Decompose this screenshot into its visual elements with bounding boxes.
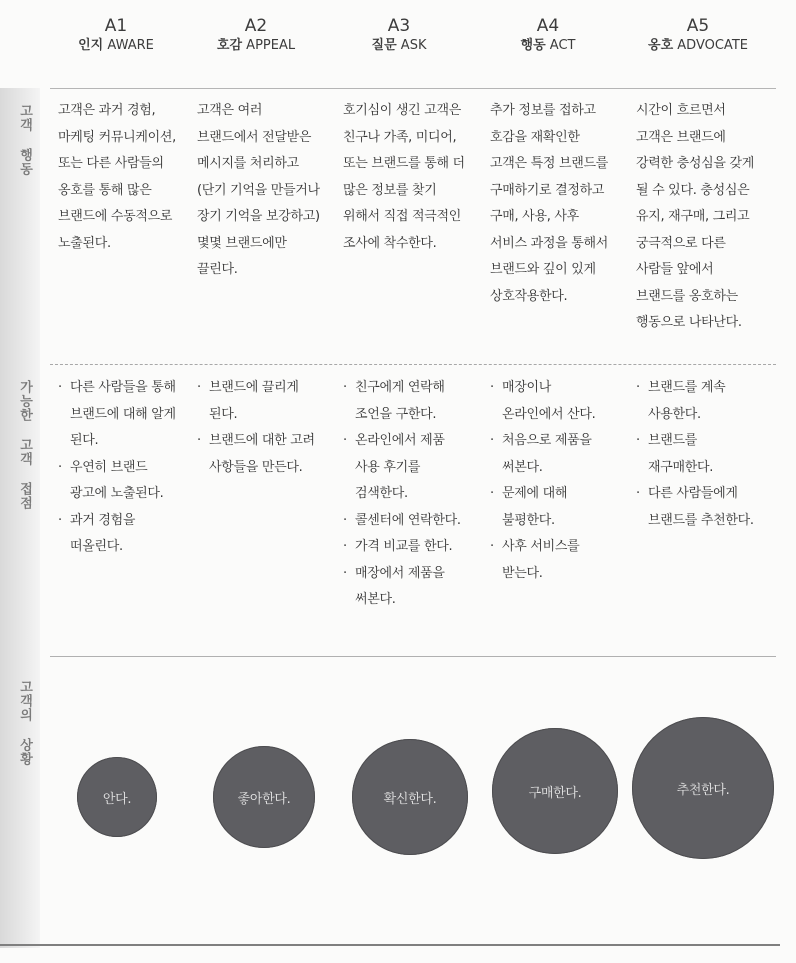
- touchpoint-item: · 매장이나 온라인에서 산다.: [490, 375, 614, 428]
- situation-circle-a2: [213, 746, 315, 848]
- touchpoint-item: · 매장에서 제품을 써본다.: [343, 561, 467, 614]
- touchpoint-item: · 과거 경험을 떠올린다.: [58, 508, 182, 561]
- column-name: 인지 AWARE: [78, 38, 154, 53]
- situation-circle-a3: [352, 739, 468, 855]
- column-header-a4: [476, 16, 620, 55]
- column-header-a5: [626, 16, 770, 55]
- column-name: 행동 ACT: [520, 38, 576, 53]
- situation-circle-a5: [632, 717, 774, 859]
- touchpoint-item: · 브랜드에 대한 고려 사항들을 만든다.: [197, 428, 321, 481]
- behavior-cell-a5: 시간이 흐르면서 고객은 브랜드에 강력한 충성심을 갖게 될 수 있다. 충성심은 유지, 재구매, 그리고 궁극적으로 다른 사람들 앞에서 브랜드를 옹호하는 행동으로 나타난다.: [636, 103, 754, 330]
- column-name: 옹호 ADVOCATE: [648, 38, 748, 53]
- situation-circle-a1: [77, 757, 157, 837]
- column-code: A5: [686, 16, 710, 36]
- touchpoint-item: · 친구에게 연락해 조언을 구한다.: [343, 375, 467, 428]
- column-header-a1: [44, 16, 188, 55]
- situation-label: 구매한다.: [528, 785, 582, 801]
- touchpoint-cell-a3: [343, 375, 467, 614]
- divider-behavior-touchpoints: [50, 364, 776, 365]
- row-label-situation: 고객의 상황: [17, 680, 32, 766]
- row-label-band: [0, 88, 40, 948]
- touchpoint-item: · 다른 사람들을 통해 브랜드에 대해 알게 된다.: [58, 375, 182, 455]
- situation-circle-a4: [492, 728, 618, 854]
- column-header-a2: [184, 16, 328, 55]
- behavior-cell-a2: 고객은 여러 브랜드에서 전달받은 메시지를 처리하고(단기 기억을 만들거나 장기 기억을 보강하고) 몇몇 브랜드에만 끌린다.: [197, 103, 320, 277]
- row-label-behavior: 고객 행동: [17, 104, 32, 176]
- behavior-cell-a4: 추가 정보를 접하고 호감을 재확인한 고객은 특정 브랜드를 구매하기로 결정하고 구매, 사용, 사후 서비스 과정을 통해서 브랜드와 깊이 있게 상호작용한다.: [490, 103, 608, 304]
- row-label-touchpoints: 가능한 고객 접점: [17, 380, 32, 510]
- touchpoint-cell-a2: [197, 375, 321, 481]
- touchpoint-item: · 다른 사람들에게 브랜드를 추천한다.: [636, 481, 760, 534]
- column-code: A3: [387, 16, 411, 36]
- column-name: 질문 ASK: [371, 38, 427, 53]
- touchpoint-item: · 처음으로 제품을 써본다.: [490, 428, 614, 481]
- touchpoint-cell-a5: [636, 375, 760, 534]
- divider-top: [50, 88, 776, 89]
- behavior-cell-a1: 고객은 과거 경험, 마케팅 커뮤니케이션, 또는 다른 사람들의 옹호를 통해 많은 브랜드에 수동적으로 노출된다.: [58, 103, 176, 251]
- column-code: A1: [104, 16, 128, 36]
- situation-label: 좋아한다.: [237, 791, 291, 807]
- divider-touchpoints-situation: [50, 656, 776, 657]
- column-code: A2: [244, 16, 268, 36]
- touchpoint-item: · 사후 서비스를 받는다.: [490, 534, 614, 587]
- touchpoint-item: · 브랜드를 계속 사용한다.: [636, 375, 760, 428]
- divider-bottom: [0, 944, 780, 946]
- situation-label: 추천한다.: [676, 782, 730, 798]
- touchpoint-cell-a1: [58, 375, 182, 561]
- touchpoint-item: · 브랜드를 재구매한다.: [636, 428, 760, 481]
- situation-label: 안다.: [102, 791, 132, 807]
- touchpoint-item: · 온라인에서 제품 사용 후기를 검색한다.: [343, 428, 467, 508]
- touchpoint-item: · 가격 비교를 한다.: [343, 534, 467, 561]
- touchpoint-item: · 콜센터에 연락한다.: [343, 508, 467, 535]
- behavior-cell-a3: 호기심이 생긴 고객은 친구나 가족, 미디어, 또는 브랜드를 통해 더 많은 정보를 찾기 위해서 직접 적극적인 조사에 착수한다.: [343, 103, 465, 251]
- situation-label: 확신한다.: [383, 791, 437, 807]
- column-code: A4: [536, 16, 560, 36]
- touchpoint-item: · 우연히 브랜드 광고에 노출된다.: [58, 455, 182, 508]
- touchpoint-item: · 문제에 대해 불평한다.: [490, 481, 614, 534]
- column-header-a3: [327, 16, 471, 55]
- touchpoint-cell-a4: [490, 375, 614, 587]
- touchpoint-item: · 브랜드에 끌리게 된다.: [197, 375, 321, 428]
- column-name: 호감 APPEAL: [216, 38, 296, 53]
